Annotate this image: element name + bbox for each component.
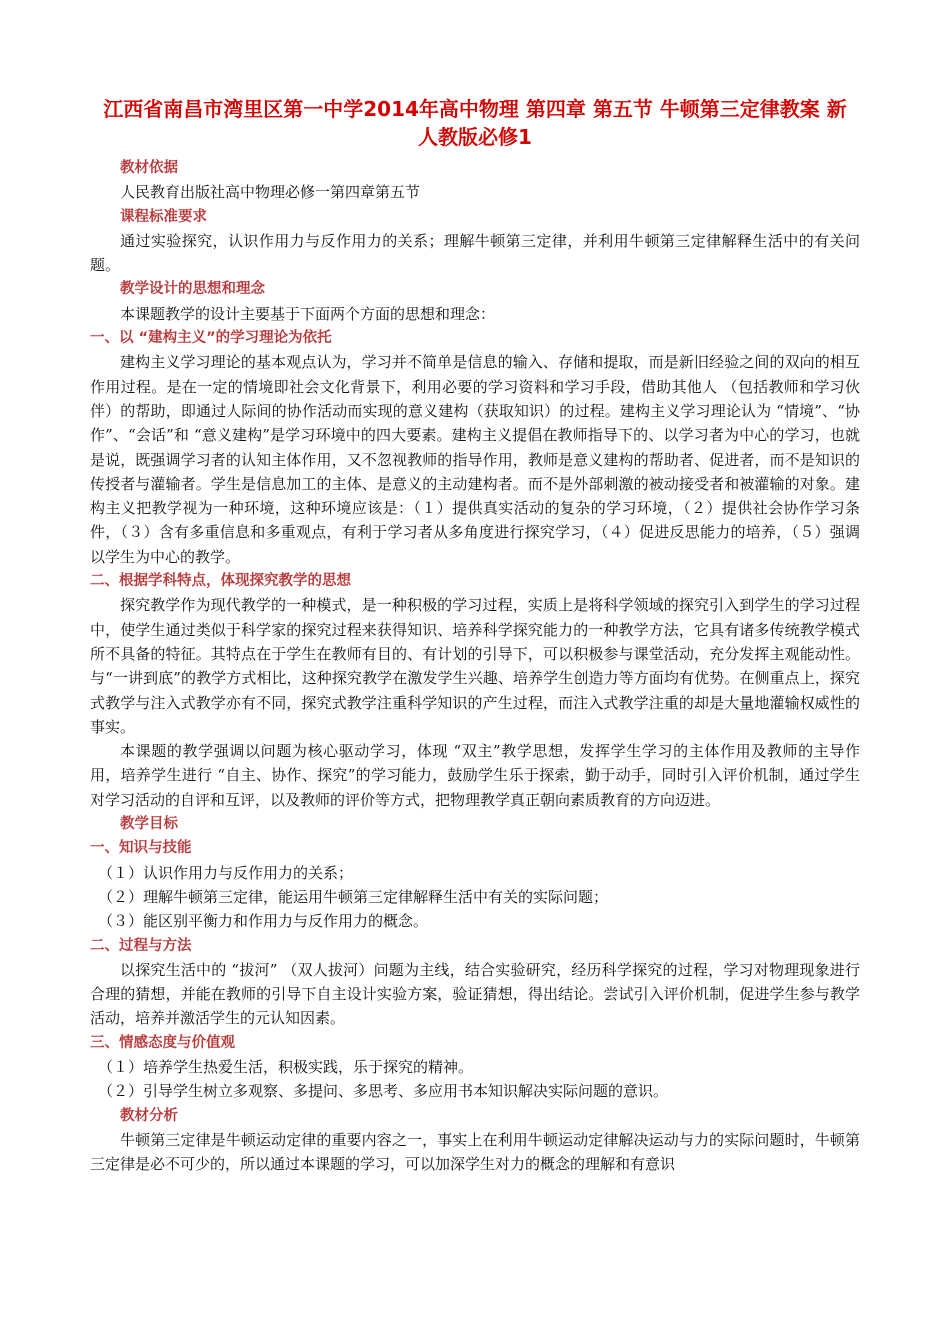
design-intro: 本课题教学的设计主要基于下面两个方面的思想和理念：: [120, 304, 496, 323]
values-item-1: （１）培养学生热爱生活，积极实践，乐于探究的精神。: [98, 1057, 474, 1076]
heading-goals: 教学目标: [120, 816, 178, 833]
knowledge-item-2: （２）理解牛顿第三定律，能运用牛顿第三定律解释生活中有关的实际问题；: [98, 887, 609, 906]
heading-analysis: 教材分析: [120, 1107, 178, 1124]
values-item-2: （２）引导学生树立多观察、多提问、多思考、多应用书本知识解决实际问题的意识。: [98, 1082, 669, 1101]
heading-constructivism: 一、以 “建构主义”的学习理论为依托: [90, 330, 332, 347]
heading-design: 教学设计的思想和理念: [120, 281, 265, 298]
document-page: [90, 95, 860, 1176]
process-text: 以探究生活中的 “拔河” （双人拔河）问题为主线，结合实验研究，经历科学探究的过程，学习对物理现象进行合理的猜想，并能在教师的引导下自主设计实验方案，验证猜想，得出结论。尝试引入评价机制，促进学生参与教学活动，培养并激活学生的元认知因素。: [90, 960, 860, 1028]
heading-basis: 教材依据: [120, 160, 178, 176]
analysis-text: 牛顿第三定律是牛顿运动定律的重要内容之一，事实上在利用牛顿运动定律解决运动与力的实际问题时，牛顿第三定律是必不可少的，所以通过本课题的学习，可以加深学生对力的概念的理解和有意识: [90, 1130, 860, 1174]
heading-process: 二、过程与方法: [90, 937, 192, 954]
heading-values: 三、情感态度与价值观: [90, 1034, 235, 1051]
knowledge-item-1: （１）认识作用力与反作用力的关系；: [98, 863, 354, 882]
inquiry-text-1: 探究教学作为现代教学的一种模式，是一种积极的学习过程，实质上是将科学领域的探究引入到学生的学习过程中，使学生通过类似于科学家的探究过程来获得知识、培养科学探究能力的一种教学方法，它具有诸多传统教学模式所不具备的特征。其特点在于学生在教师有目的、有计划的引导下，可以积极参与课堂活动，充分发挥主观能动性。与“一讲到底”的教学方式相比，这种探究教学在激发学生兴趣、培养学生创造力等方面均有优势。在侧重点上，探究式教学与注入式教学亦有不同，探究式教学注重科学知识的产生过程，而注入式教学注重的却是大量地灌输权威性的事实。: [90, 596, 860, 736]
inquiry-text-2: 本课题的教学强调以问题为核心驱动学习，体现 “双主”教学思想，发挥学生学习的主体作用及教师的主导作用，培养学生进行 “自主、协作、探究”的学习能力，鼓励学生乐于探索，勤于动手，同时引入评价机制，通过学生对学习活动的自评和互评，以及教师的评价等方式，把物理教学真正朝向素质教育的方向迈进。: [90, 742, 860, 809]
curriculum-text: 通过实验探究，认识作用力与反作用力的关系；理解牛顿第三定律，并利用牛顿第三定律解释生活中的有关问题。: [90, 231, 860, 275]
basis-text: 人民教育出版社高中物理必修一第四章第五节: [120, 183, 421, 202]
heading-inquiry: 二、根据学科特点，体现探究教学的思想: [90, 573, 351, 590]
knowledge-item-3: （３）能区别平衡力和作用力与反作用力的概念。: [98, 912, 429, 931]
constructivism-text: 建构主义学习理论的基本观点认为，学习并不简单是信息的输入、存储和提取，而是新旧经验之间的双向的相互作用过程。是在一定的情境即社会文化背景下，利用必要的学习资料和学习手段，借助其他人 （包括教师和学习伙伴）的帮助，即通过人际间的协作活动而实现的意义建构（获取知识）的过程。建构主义学习理论认为 “情境”、“协作”、“会话”和 “意义建构”是学习环境中的四大要素。建构主义提倡在教师指导下的、以学习者为中心的学习，也就是说，既强调学习者的认知主体作用，又不忽视教师的指导作用，教师是意义建构的帮助者、促进者，而不是知识的传授者与灌输者。学生是信息加工的主体、是意义的主动建构者。而不是外部刺激的被动接受者和被灌输的对象。建构主义把教学视为一种环境，这种环境应该是：（１）提供真实活动的复杂的学习环境，（２）提供社会协作学习条件，（３）含有多重信息和多重观点，有利于学习者从多角度进行探究学习，（４）促进反思能力的培养，（５）强调以学生为中心的教学。: [90, 353, 860, 566]
document-title: 江西省南昌市湾里区第一中学2014年高中物理 第四章 第五节 牛顿第三定律教案 新人教版必修1: [103, 97, 847, 149]
heading-knowledge: 一、知识与技能: [90, 840, 192, 857]
heading-curriculum: 课程标准要求: [120, 208, 207, 225]
